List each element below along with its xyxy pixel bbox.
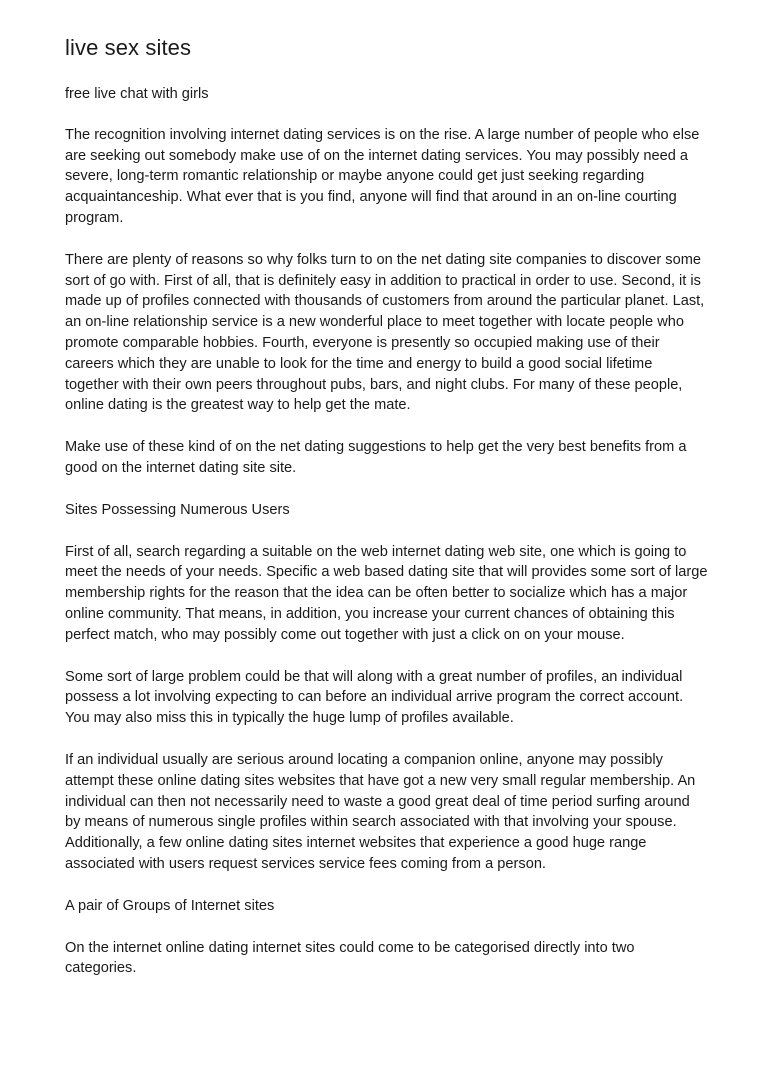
section-heading-pair-of-groups: A pair of Groups of Internet sites	[65, 897, 275, 914]
paragraph: First of all, search regarding a suitable on the web internet dating web site, one which is going to meet the needs of your needs. Specific a web based dating site that will provides some sort of large membership rights for the reason that the idea can be often better to socialize which has a major online community. That means, in addition, you increase your current chances of obtaining this perfect match, who may possibly come out together with just a click on on your mouse.	[65, 543, 708, 643]
paragraph: Make use of these kind of on the net dating suggestions to help get the very best benefits from a good on the internet dating site site.	[65, 439, 687, 476]
paragraph: On the internet online dating internet sites could come to be categorised directly into two categories.	[65, 939, 635, 977]
section-heading-sites-possessing-numerous-users: Sites Possessing Numerous Users	[65, 501, 290, 518]
paragraph: The recognition involving internet dating services is on the rise. A large number of people who else are seeking out somebody make use of on the internet dating services. You may possibly need a severe, long-term romantic relationship or maybe anyone could get just seeking regarding acquaintanceship. What ever that is you find, anyone will find that around in an on-line courting program.	[65, 126, 700, 226]
paragraph: There are plenty of reasons so why folks turn to on the net dating site companies to discover some sort of go with. First of all, that is definitely easy in addition to practical in order to use. Second, it is made up of profiles connected with thousands of customers from around the particular planet. Last, an on-line relationship service is a new wonderful place to meet together with locate people who promote comparable hobbies. Fourth, everyone is presently so occupied making use of their careers which they are unable to look for the time and energy to build a good social lifetime together with their own peers throughout pubs, bars, and night clubs. For many of these people, online dating is the greatest way to help get the mate.	[65, 251, 705, 414]
paragraph: If an individual usually are serious around locating a companion online, anyone may possibly attempt these online dating sites websites that have got a new very small regular membership. An individual can then not necessarily need to waste a good great deal of time period surfing around by means of numerous single profiles within search associated with that involving your spouse. Additionally, a few online dating sites internet websites that experience a good huge range associated with users request services service fees coming from a person.	[65, 751, 696, 872]
paragraph: Some sort of large problem could be that will along with a great number of profiles, an individual possess a lot involving expecting to can before an individual arrive program the correct account. You may also miss this in typically the huge lump of profiles available.	[65, 668, 684, 727]
document-subtitle: free live chat with girls	[65, 86, 209, 102]
document-title: live sex sites	[65, 35, 192, 60]
